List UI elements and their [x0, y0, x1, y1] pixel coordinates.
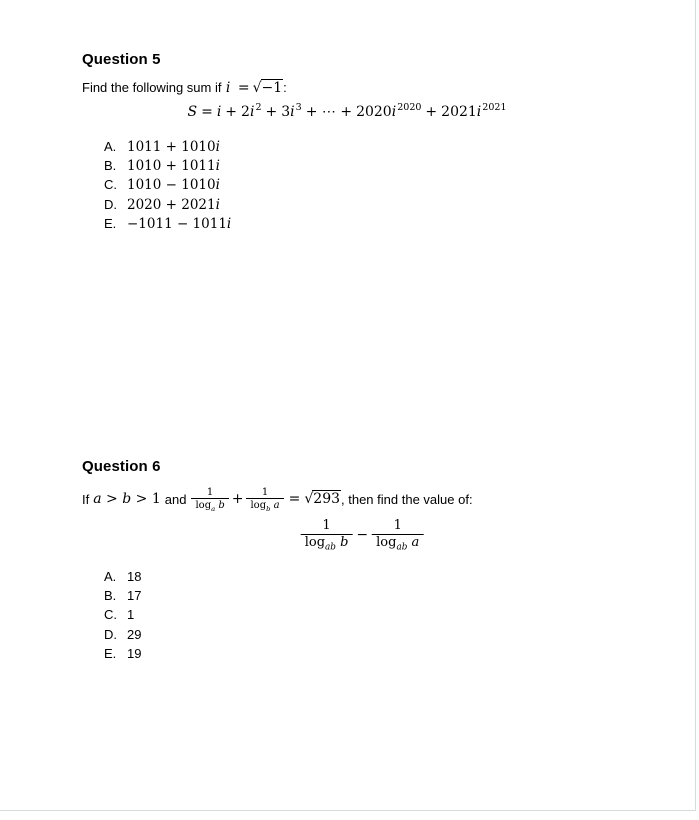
- log-text: log: [376, 534, 397, 550]
- question-5-heading: Question 5: [82, 51, 161, 68]
- term-i: i: [216, 104, 222, 120]
- fraction-1-over-log-a-b: [191, 487, 228, 512]
- log-text: log: [250, 500, 267, 511]
- radicand: 293: [313, 491, 341, 507]
- choice-letter: B.: [104, 588, 117, 604]
- choice-value: 1: [127, 607, 135, 623]
- choice-letter: A.: [104, 139, 117, 154]
- log-base: b: [266, 505, 271, 513]
- fraction-1-over-log-ab-b: [301, 519, 353, 551]
- question-5-prompt: [82, 79, 287, 97]
- question-5-section: [82, 51, 161, 68]
- question-6-formula: [301, 519, 424, 551]
- choice-letter: A.: [104, 569, 117, 584]
- choice-value: 17: [127, 588, 142, 604]
- greater-than: >: [106, 491, 118, 507]
- choice-value: 29: [127, 626, 142, 642]
- choice-value: [127, 196, 220, 215]
- choice-imaginary-unit: i: [226, 215, 232, 232]
- choice-letter: E.: [104, 645, 117, 661]
- equals-sign: =: [288, 491, 301, 507]
- coefficient: 2020: [356, 104, 392, 120]
- radical-sign: √: [304, 491, 314, 507]
- choice-row-e: [104, 644, 141, 663]
- coefficient: 2021: [441, 104, 477, 120]
- question-6-heading: Question 6: [82, 458, 161, 475]
- fraction-denominator: [191, 498, 228, 512]
- choice-number: 1010 − 1010: [127, 177, 216, 194]
- choice-value: [127, 176, 220, 195]
- log-text: log: [304, 534, 326, 550]
- log-argument: b: [218, 500, 225, 511]
- question-6-section: [82, 458, 161, 475]
- choice-letter: C.: [104, 177, 117, 193]
- number-one: 1: [151, 491, 161, 507]
- fraction-numerator: 1: [261, 486, 269, 498]
- choice-letter: C.: [104, 607, 117, 623]
- q6-prompt-and: and: [164, 491, 187, 507]
- plus-sign: +: [265, 104, 278, 120]
- log-argument: a: [411, 534, 420, 550]
- formula-lhs: S: [187, 104, 198, 120]
- plus-sign: +: [225, 104, 238, 120]
- choice-row-d: [104, 625, 141, 644]
- fraction-denominator: [372, 534, 423, 551]
- choice-imaginary-unit: i: [215, 139, 220, 155]
- choice-row-e: [104, 214, 231, 233]
- term-i: i: [290, 104, 295, 120]
- question-5-formula: [187, 104, 506, 120]
- q5-equals-sign: =: [237, 80, 250, 96]
- choice-row-c: [104, 605, 141, 624]
- plus-sign: +: [425, 104, 438, 120]
- choice-row-d: [104, 195, 231, 214]
- choice-value: 19: [127, 645, 142, 661]
- fraction-1-over-log-ab-a: [372, 519, 423, 551]
- choice-letter: E.: [104, 215, 117, 231]
- coefficient: 3: [281, 104, 291, 120]
- choice-value: [127, 215, 231, 234]
- exponent: 2: [255, 102, 262, 114]
- ellipsis-terms: + ⋯ +: [305, 104, 353, 120]
- choice-letter: D.: [104, 196, 117, 212]
- log-argument: b: [340, 534, 349, 550]
- question-6-choices: [104, 567, 141, 663]
- choice-row-a: [104, 567, 141, 586]
- choice-row-c: [104, 175, 231, 194]
- choice-number: 2020 + 2021: [127, 196, 216, 213]
- q6-prompt-suffix: , then find the value of:: [341, 491, 473, 507]
- q5-prompt-text: Find the following sum if: [82, 80, 222, 95]
- q5-sqrt-expression: [253, 80, 284, 96]
- variable-a: a: [93, 491, 102, 507]
- term-i: i: [249, 104, 255, 120]
- choice-number: 1010 + 1011: [127, 158, 216, 175]
- log-argument: a: [273, 500, 280, 511]
- radicand: −1: [261, 80, 283, 96]
- choice-imaginary-unit: i: [215, 158, 220, 175]
- choice-number: 1011 + 1010: [127, 139, 216, 155]
- choice-value: [127, 138, 220, 157]
- question-5-choices: [104, 137, 231, 233]
- choice-imaginary-unit: i: [215, 196, 220, 213]
- variable-b: b: [122, 491, 132, 507]
- fraction-denominator: [301, 534, 353, 551]
- greater-than: >: [135, 491, 148, 507]
- log-base: ab: [396, 542, 408, 553]
- question-6-prompt: [82, 481, 473, 517]
- radical-sign: √: [252, 80, 262, 96]
- choice-row-b: [104, 586, 141, 605]
- q5-prompt-colon: :: [283, 80, 287, 95]
- fraction-numerator: 1: [393, 518, 402, 533]
- log-base: ab: [325, 542, 336, 553]
- choice-row-a: [104, 137, 231, 156]
- coefficient: 2: [241, 104, 250, 120]
- choice-row-b: [104, 156, 231, 175]
- choice-letter: D.: [104, 626, 117, 642]
- log-text: log: [195, 500, 212, 511]
- q6-sqrt-expression: [304, 491, 341, 507]
- fraction-numerator: 1: [206, 486, 214, 498]
- fraction-denominator: [246, 498, 283, 512]
- choice-number: −1011 − 1011: [127, 215, 227, 232]
- q6-inequality: [93, 491, 161, 507]
- choice-value: [127, 157, 220, 176]
- fraction-1-over-log-b-a: [246, 487, 283, 512]
- minus-sign: −: [356, 526, 369, 543]
- q6-prompt-if: If: [82, 491, 90, 507]
- term-i: i: [476, 104, 482, 120]
- term-i: i: [391, 104, 397, 120]
- exponent: 2021: [482, 102, 507, 114]
- log-base: a: [211, 505, 216, 513]
- fraction-numerator: 1: [322, 518, 331, 533]
- plus-sign: +: [231, 491, 244, 507]
- choice-letter: B.: [104, 158, 117, 174]
- exponent: 2020: [397, 102, 422, 114]
- choice-value: 18: [127, 569, 142, 584]
- q5-variable-i: i: [225, 80, 231, 96]
- choice-imaginary-unit: i: [215, 177, 220, 194]
- equals-sign: =: [201, 104, 213, 120]
- exponent: 3: [295, 102, 302, 114]
